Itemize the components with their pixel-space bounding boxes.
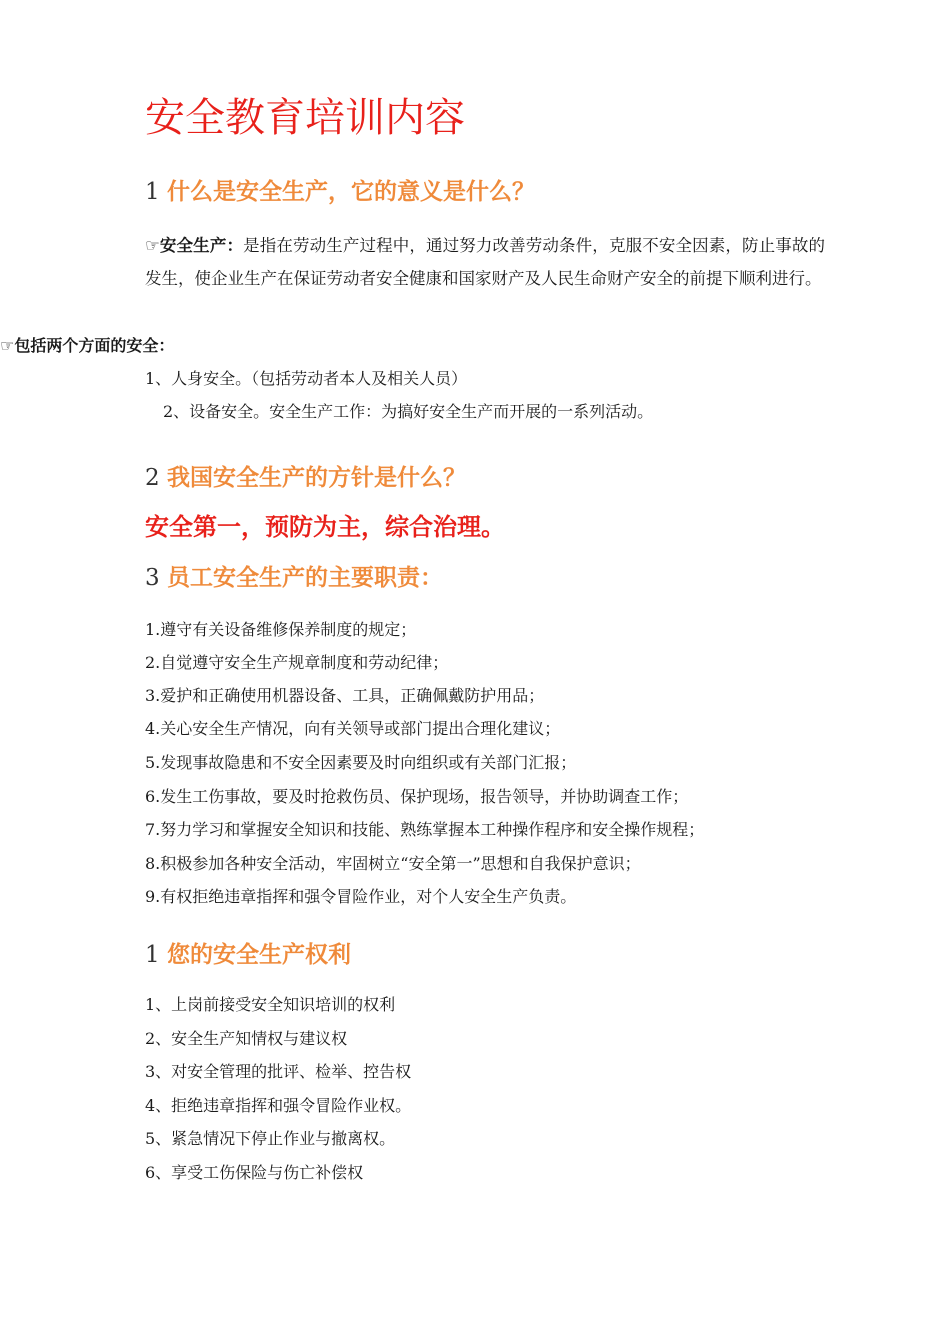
safety-policy-motto: 安全第一，预防为主，综合治理。 [145,513,505,541]
definition-paragraph [145,229,825,295]
aspects-label-line [0,334,174,358]
duty-item: 9.有权拒绝违章指挥和强令冒险作业，对个人安全生产负责。 [145,887,577,906]
section-title: 您的安全生产权利 [166,942,351,968]
aspects-label: 包括两个方面的安全： [14,336,175,355]
duty-item: 3.爱护和正确使用机器设备、工具，正确佩戴防护用品； [145,686,545,705]
section-title: 我国安全生产的方针是什么？ [166,465,466,491]
duty-item: 5.发现事故隐患和不安全因素要及时向组织或有关部门汇报； [145,753,577,772]
right-item: 1、上岗前接受安全知识培训的权利 [145,995,396,1014]
section-number: 2 [145,465,160,491]
section-2-heading [145,463,466,493]
section-number: 3 [145,565,160,591]
section-3-heading [145,563,443,593]
definition-term: 安全生产： [159,236,244,255]
duty-item: 1.遵守有关设备维修保养制度的规定； [145,620,417,639]
aspect-item: 2、设备安全。安全生产工作：为搞好安全生产而开展的一系列活动。 [163,402,654,421]
right-item: 4、拒绝违章指挥和强令冒险作业权。 [145,1096,412,1115]
pointing-hand-icon: ☞ [0,336,15,355]
right-item: 3、对安全管理的批评、检举、控告权 [145,1062,412,1081]
aspect-item: 1、人身安全。（包括劳动者本人及相关人员） [145,369,468,388]
definition-text: 是指在劳动生产过程中，通过努力改善劳动条件，克服不安全因素，防止事故的发生，使企业生产在保证劳动者安全健康和国家财产及人民生命财产安全的前提下顺利进行。 [145,236,826,288]
duty-item: 2.自觉遵守安全生产规章制度和劳动纪律； [145,653,449,672]
right-item: 5、紧急情况下停止作业与撤离权。 [145,1129,396,1148]
document-title: 安全教育培训内容 [145,95,465,141]
pointing-hand-icon: ☞ [145,236,160,255]
duty-item: 8.积极参加各种安全活动，牢固树立“安全第一”思想和自我保护意识； [145,854,641,873]
section-title: 员工安全生产的主要职责： [166,565,443,591]
section-rights-heading [145,940,351,970]
right-item: 6、享受工伤保险与伤亡补偿权 [145,1163,364,1182]
duty-item: 7.努力学习和掌握安全知识和技能、熟练掌握本工种操作程序和安全操作规程； [145,820,705,839]
section-number: 1 [145,942,160,968]
section-1-heading [145,177,535,207]
duty-item: 6.发生工伤事故，要及时抢救伤员、保护现场，报告领导，并协助调查工作； [145,787,689,806]
duty-item: 4.关心安全生产情况，向有关领导或部门提出合理化建议； [145,719,561,738]
section-number: 1 [145,179,160,205]
section-title: 什么是安全生产，它的意义是什么？ [166,179,535,205]
right-item: 2、安全生产知情权与建议权 [145,1029,348,1048]
